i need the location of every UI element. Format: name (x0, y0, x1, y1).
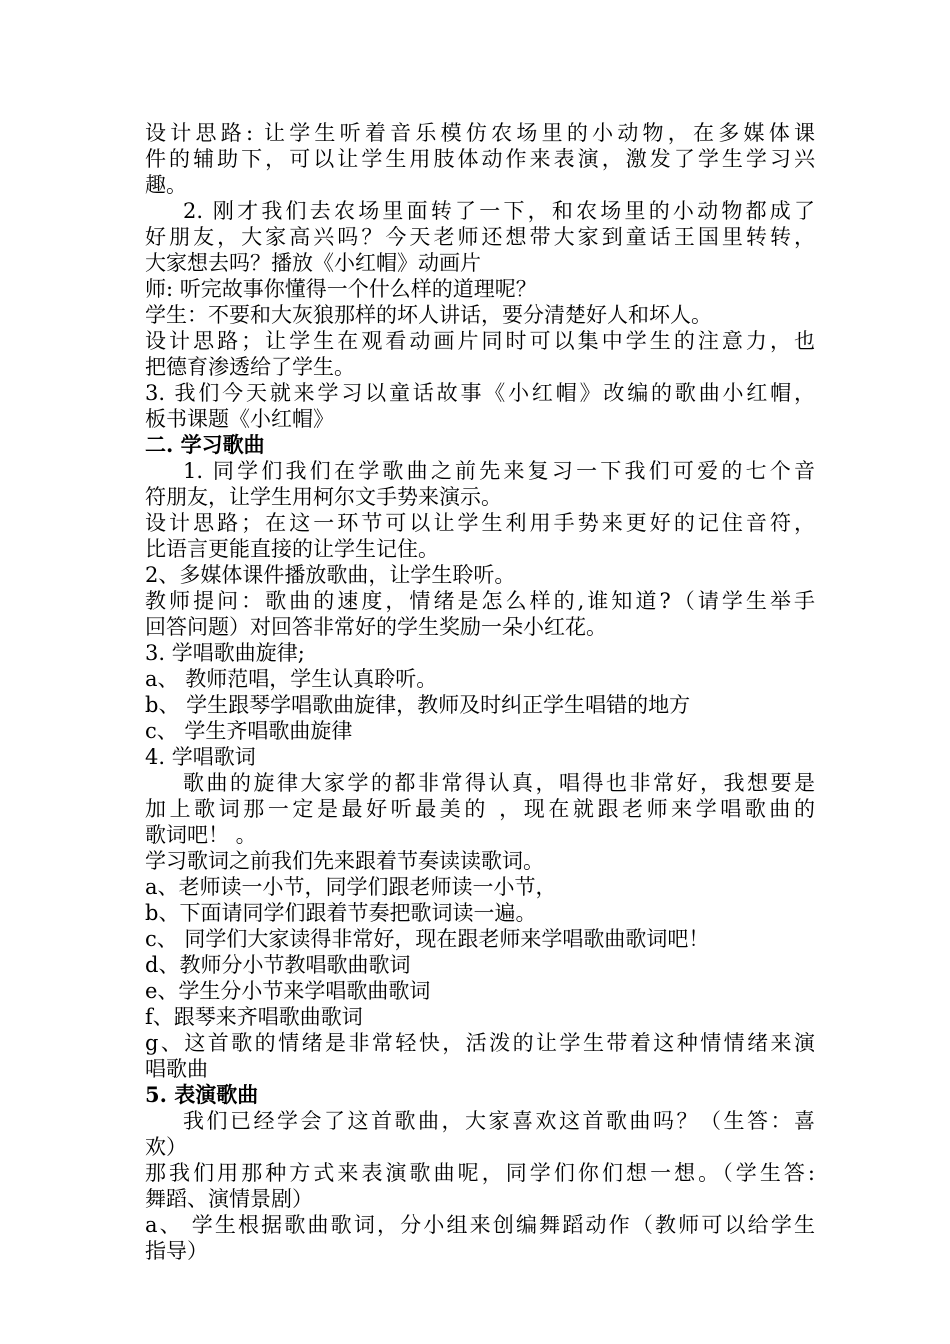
text-line: 那我们用那种方式来表演歌曲呢，同学们你们想一想。（学生答: (145, 1161, 815, 1185)
text-line: 设计思路；在这一环节可以让学生利用手势来更好的记住音符， (145, 511, 815, 535)
text-line: 指导） (145, 1239, 208, 1263)
text-line: 2. 刚才我们去农场里面转了一下，和农场里的小动物都成了 (183, 199, 815, 223)
text-line: 学生：不要和大灰狼那样的坏人讲话，要分清楚好人和坏人。 (145, 303, 712, 327)
text-line: 歌曲的旋律大家学的都非常得认真，唱得也非常好，我想要是 (183, 771, 815, 795)
text-line: 教师提问：歌曲的速度，情绪是怎么样的,谁知道?（请学生举手 (145, 589, 815, 613)
text-line: 我们已经学会了这首歌曲，大家喜欢这首歌曲吗？（生答：喜 (183, 1109, 815, 1133)
text-line: 1. 同学们我们在学歌曲之前先来复习一下我们可爱的七个音 (183, 459, 815, 483)
text-line: 歌词吧！ 。 (145, 823, 257, 847)
text-line: 3. 学唱歌曲旋律; (145, 641, 305, 665)
text-line: 师: 听完故事你懂得一个什么样的道理呢？ (145, 277, 537, 301)
section-heading: 5. 表演歌曲 (145, 1082, 259, 1107)
text-line: 设计思路；让学生在观看动画片同时可以集中学生的注意力，也 (145, 329, 815, 353)
text-line: 3. 我们今天就来学习以童话故事《小红帽》改编的歌曲小红帽， (145, 381, 815, 405)
text-line: 板书课题《小红帽》 (145, 407, 334, 431)
text-line: a、老师读一小节，同学们跟老师读一小节， (145, 875, 557, 899)
text-line: 件的辅助下，可以让学生用肢体动作来表演，激发了学生学习兴 (145, 147, 815, 171)
text-line: 唱歌曲 (145, 1057, 208, 1081)
text-line: 好朋友，大家高兴吗？今天老师还想带大家到童话王国里转转， (145, 225, 815, 249)
text-line: 4. 学唱歌词 (145, 745, 256, 769)
text-line: 回答问题）对回答非常好的学生奖励一朵小红花。 (145, 615, 607, 639)
text-line: g、这首歌的情绪是非常轻快，活泼的让学生带着这种情情绪来演 (145, 1031, 815, 1055)
text-line: 设计思路: 让学生听着音乐模仿农场里的小动物，在多媒体课 (145, 121, 815, 145)
text-line: 学习歌词之前我们先来跟着节奏读读歌词。 (145, 849, 544, 873)
text-line: 趣。 (145, 173, 187, 197)
text-line: d、教师分小节教唱歌曲歌词 (145, 953, 411, 977)
text-line: 大家想去吗？播放《小红帽》动画片 (145, 251, 481, 275)
text-line: b、下面请同学们跟着节奏把歌词读一遍。 (145, 901, 537, 925)
text-line: 符朋友，让学生用柯尔文手势来演示。 (145, 485, 502, 509)
text-line: 比语言更能直接的让学生记住。 (145, 537, 439, 561)
text-line: c、 同学们大家读得非常好，现在跟老师来学唱歌曲歌词吧！ (145, 927, 710, 951)
text-line: a、 教师范唱，学生认真聆听。 (145, 667, 438, 691)
text-line: a、 学生根据歌曲歌词，分小组来创编舞蹈动作（教师可以给学生 (145, 1213, 815, 1237)
text-line: f、跟琴来齐唱歌曲歌词 (145, 1005, 363, 1029)
text-line: 舞蹈、演情景剧） (145, 1187, 313, 1211)
text-line: 欢） (145, 1135, 187, 1159)
text-line: c、 学生齐唱歌曲旋律 (145, 719, 353, 743)
text-line: 把德育渗透给了学生。 (145, 355, 355, 379)
text-line: 加上歌词那一定是最好听最美的 ，现在就跟老师来学唱歌曲的 (145, 797, 815, 821)
section-heading: 二. 学习歌曲 (145, 432, 265, 457)
document-body (145, 120, 815, 1264)
text-line: e、学生分小节来学唱歌曲歌词 (145, 979, 431, 1003)
text-line: b、 学生跟琴学唱歌曲旋律，教师及时纠正学生唱错的地方 (145, 693, 691, 717)
text-line: 2、多媒体课件播放歌曲，让学生聆听。 (145, 563, 516, 587)
